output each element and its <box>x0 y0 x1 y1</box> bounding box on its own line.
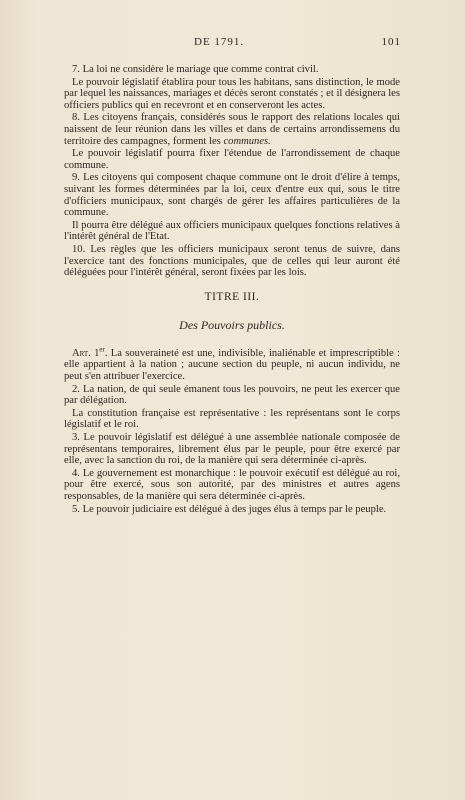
article-5: 5. Le pouvoir judiciaire est délégué à des juges élus à temps par le peuple. <box>72 503 387 515</box>
article-1-lead: Art. 1 <box>72 347 100 359</box>
article-1-sup: er <box>99 345 105 354</box>
paragraph-representative: La constitution française est représentative : les représentans sont le corps législatif et le roi. <box>64 407 400 431</box>
paragraph-etat-civil: Le pouvoir législatif établira pour tous les habitans, sans distinction, le mode par lequel les naissances, mariages et décès seront constatés ; et il désignera les officiers publics qui en recevront et en conserveront les actes. <box>64 76 400 111</box>
titre-subheading: Des Pouvoirs publics. <box>179 318 285 333</box>
running-head <box>0 36 465 50</box>
article-2: 2. La nation, de qui seule émanent tous les pouvoirs, ne peut les exercer que par délégation. <box>64 383 400 407</box>
article-10: 10. Les règles que les officiers municipaux seront tenus de suivre, dans l'exercice tant des fonctions municipales, que de celles qui leur auront été déléguées pour l'intérêt général, seront fixées par les lois. <box>64 243 400 279</box>
running-title: DE 1791. <box>194 36 245 48</box>
article-1 <box>64 345 400 383</box>
article-9: 9. Les citoyens qui composent chaque commune ont le droit d'élire à temps, suivant les formes déterminées par la loi, ceux d'entre eux qui, sous le titre d'officiers municipaux, sont chargés de gérer les affaires particulières de la commune. <box>64 172 400 219</box>
titre-heading: TITRE III. <box>204 290 260 303</box>
article-8-text: 8. Les citoyens français, considérés sous le rapport des relations locales qui naissent de leur réunion dans les villes et dans de certains arrondissemens du territoire des campagnes, forment les <box>64 112 400 147</box>
paragraph-delegation-municipale: Il pourra être délégué aux officiers municipaux quelques fonctions relatives à l'intérêt général de l'Etat. <box>64 219 400 243</box>
article-3: 3. Le pouvoir législatif est délégué à une assemblée nationale composée de représentans temporaires, librement élus par le peuple, pour être exercé par elle, avec la sanction du roi, de la manière qui sera déterminée ci-après. <box>64 432 400 467</box>
page-number: 101 <box>381 36 401 48</box>
communes-word: communes. <box>223 135 271 147</box>
article-4: 4. Le gouvernement est monarchique : le pouvoir exécutif est délégué au roi, pour être exercé, sous son autorité, par des ministres et autres agens responsables, de la manière qui sera déterminée ci-après. <box>64 467 400 502</box>
article-7: 7. La loi ne considère le mariage que comme contrat civil. <box>72 64 319 75</box>
body-text <box>64 64 400 515</box>
paragraph-arrondissement: Le pouvoir législatif pourra fixer l'étendue de l'arrondissement de chaque commune. <box>64 148 400 171</box>
article-1-text: . La souveraineté est une, indivisible, inaliénable et imprescriptible : elle appartient à la nation ; aucune section du peuple, ni aucun individu, ne peut s'en attribuer l'exercice. <box>64 347 400 383</box>
article-8 <box>64 112 400 147</box>
